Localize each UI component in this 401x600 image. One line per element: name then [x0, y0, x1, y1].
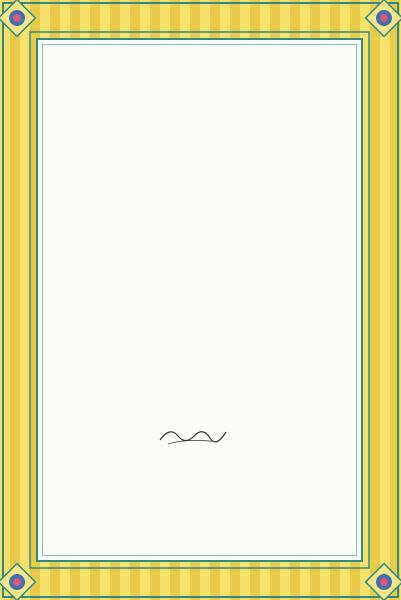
paper-inner-border: [42, 44, 357, 556]
handwritten-signature: [158, 422, 228, 448]
letter-paper: [36, 38, 363, 562]
